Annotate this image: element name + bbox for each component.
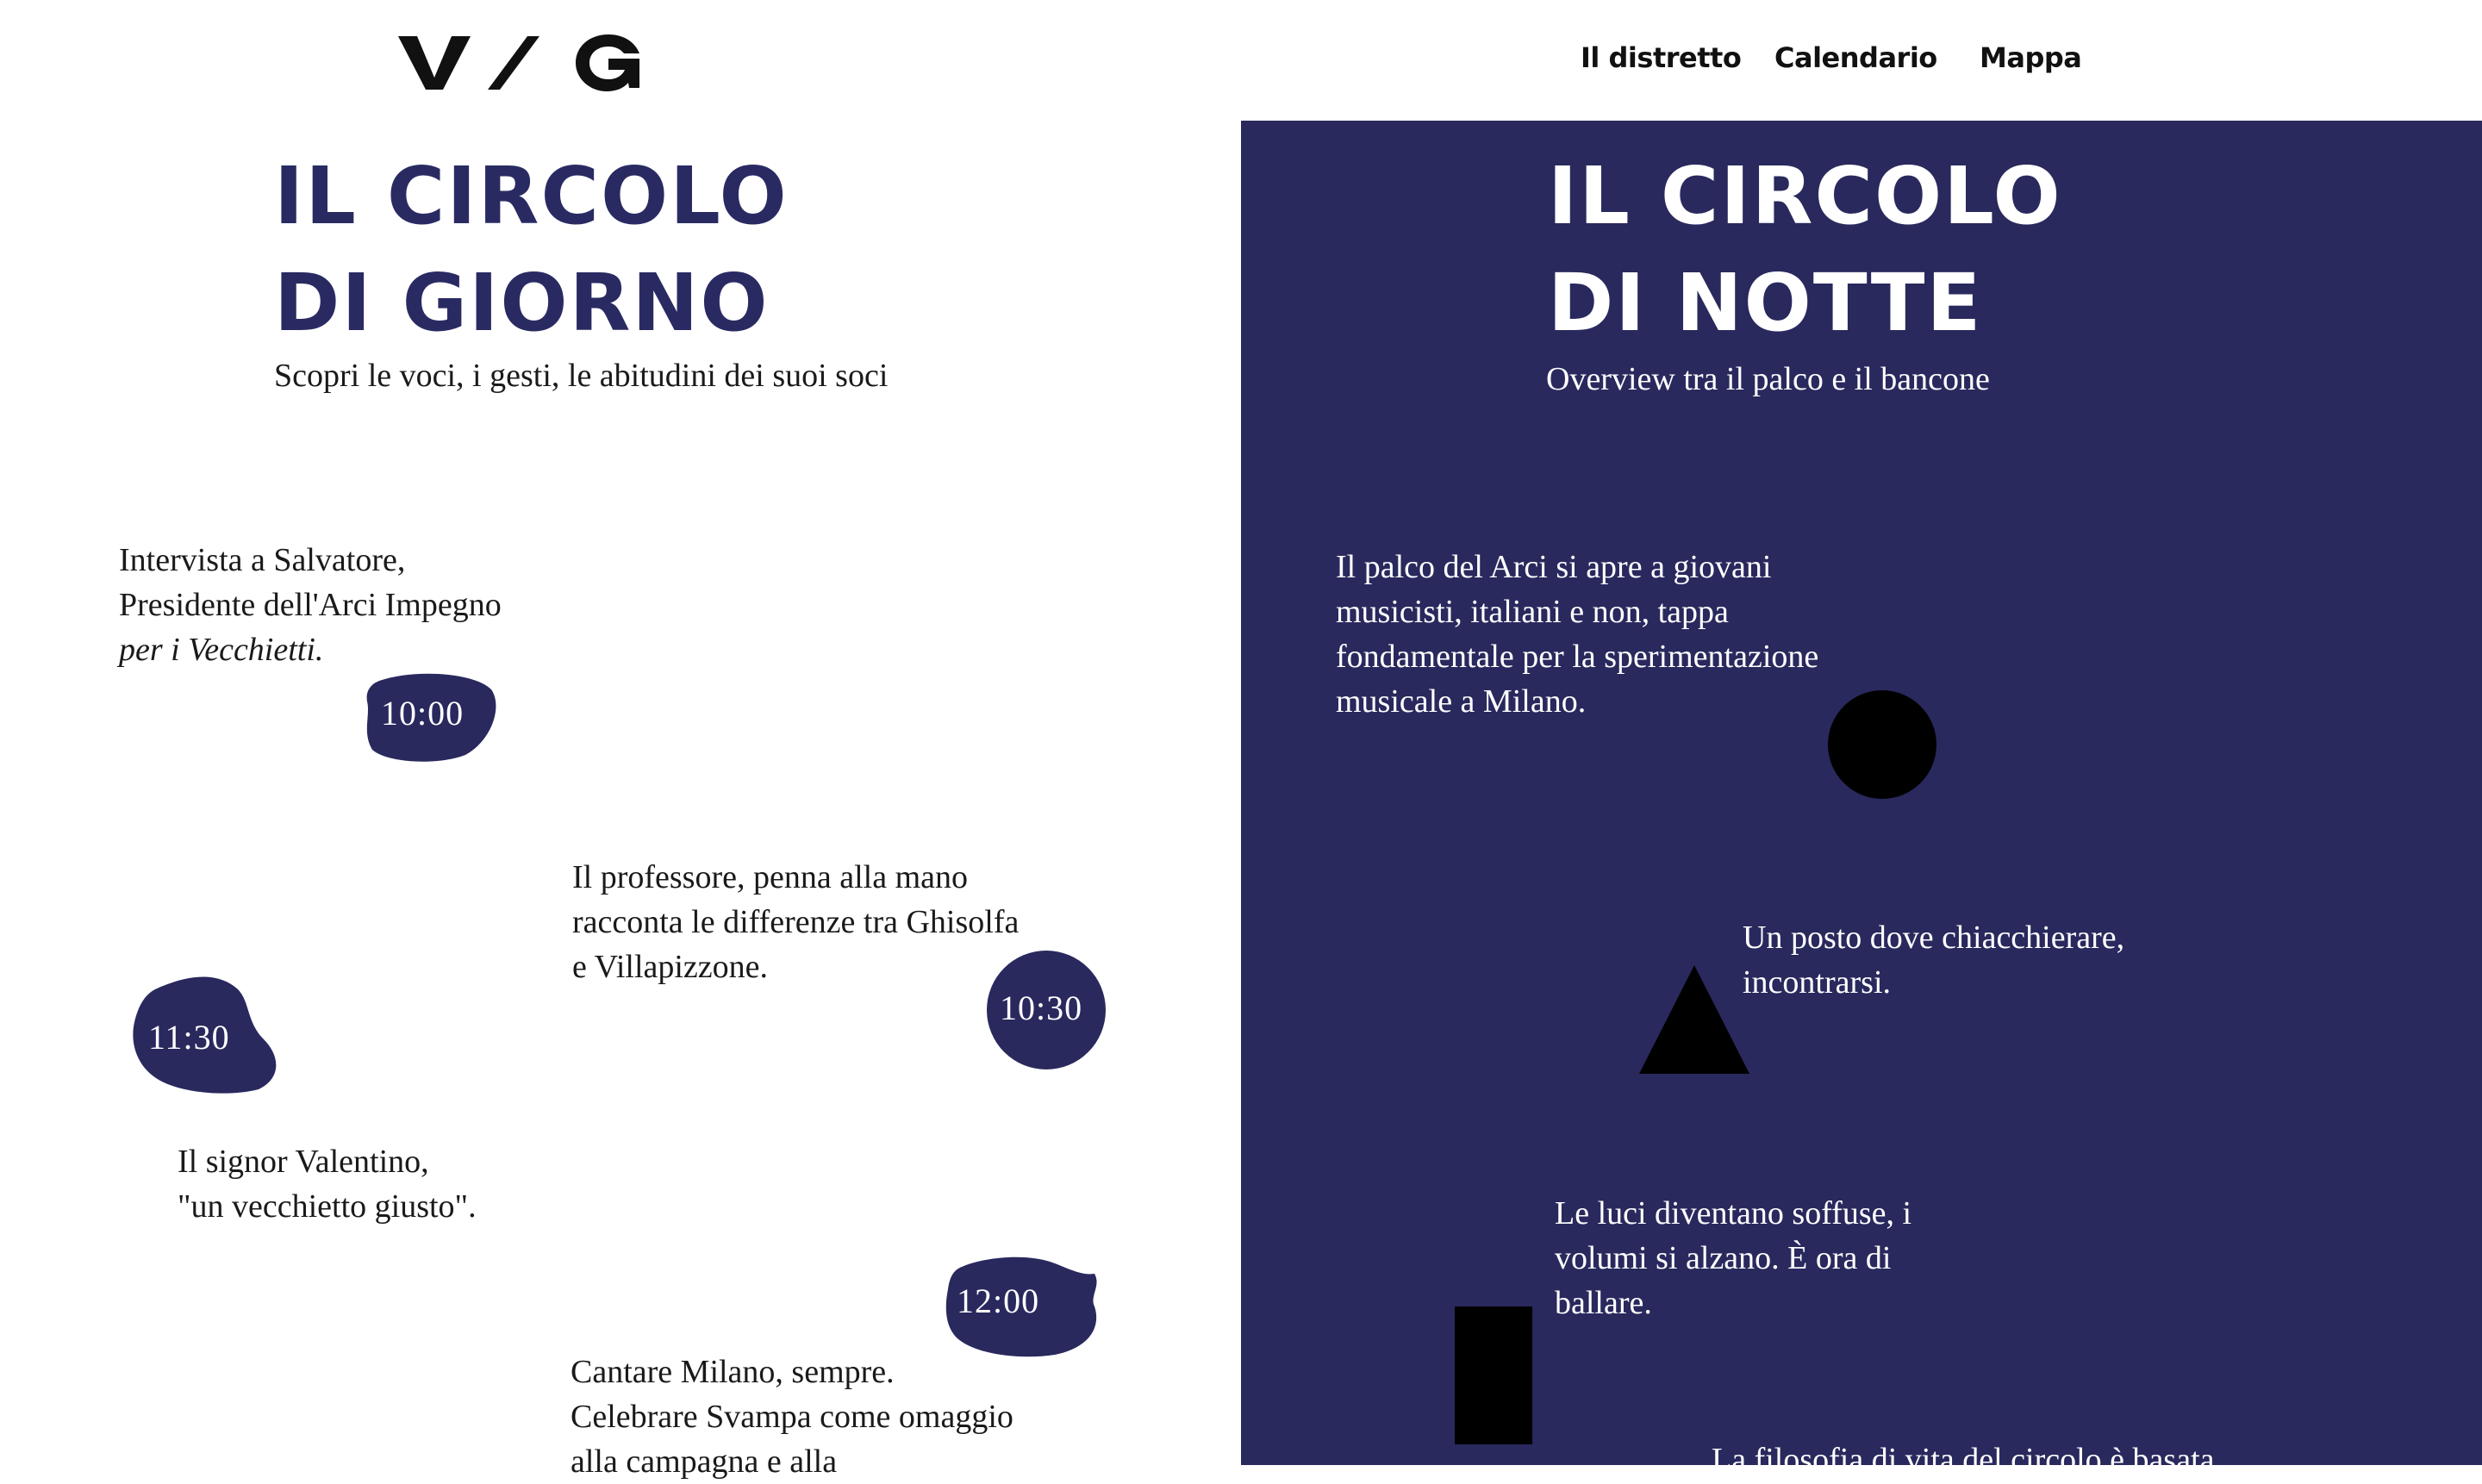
- story-line: e Villapizzone.: [572, 949, 769, 985]
- story-line: "un vecchietto giusto".: [178, 1188, 477, 1225]
- story-line: La filosofia di vita del circolo è basata: [1712, 1442, 2215, 1478]
- story-line: Le luci diventano soffuse, i: [1555, 1195, 1912, 1231]
- logo[interactable]: [398, 33, 648, 93]
- story-line: fondamentale per la sperimentazione: [1336, 639, 1819, 675]
- story-line: volumi si alzano. È ora di: [1555, 1240, 1892, 1276]
- story-line: Il professore, penna alla mano: [572, 859, 968, 895]
- triangle-shape-icon[interactable]: [1639, 965, 1749, 1076]
- day-title: [274, 143, 789, 357]
- day-title-line2: DI GIORNO: [274, 257, 770, 349]
- story-line: Celebrare Svampa come omaggio: [571, 1399, 1013, 1435]
- time-label-1030: 10:30: [1000, 988, 1083, 1027]
- story-line: Il signor Valentino,: [178, 1144, 429, 1180]
- story-line: Presidente dell'Arci Impegno: [119, 587, 502, 623]
- story-line: Un posto dove chiacchierare,: [1743, 920, 2125, 956]
- story-line: musicale a Milano.: [1336, 683, 1587, 720]
- time-label-1000: 10:00: [381, 694, 465, 733]
- nav-il-distretto[interactable]: Il distretto: [1581, 41, 1742, 74]
- story-luci[interactable]: [1555, 1191, 1911, 1325]
- day-title-line1: IL CIRCOLO: [274, 150, 789, 242]
- nav-calendario[interactable]: Calendario: [1774, 41, 1937, 74]
- story-line: racconta le differenze tra Ghisolfa: [572, 904, 1020, 940]
- rectangle-shape-icon[interactable]: [1455, 1306, 1532, 1444]
- story-line: Il palco del Arci si apre a giovani: [1336, 549, 1772, 585]
- time-label-1200: 12:00: [957, 1281, 1040, 1320]
- night-title-line2: DI NOTTE: [1548, 257, 1983, 349]
- story-line-italic: per i Vecchietti.: [119, 632, 324, 668]
- story-svampa[interactable]: [571, 1350, 1013, 1484]
- story-line: musicisti, italiani e non, tappa: [1336, 594, 1729, 630]
- story-palco[interactable]: [1336, 545, 1818, 724]
- story-valentino[interactable]: [178, 1139, 477, 1229]
- day-subtitle: Scopri le voci, i gesti, le abitudini dei suoi soci: [274, 358, 889, 394]
- circle-shape-icon[interactable]: [1827, 689, 1937, 800]
- story-filosofia[interactable]: [1712, 1437, 2215, 1482]
- story-line: Intervista a Salvatore,: [119, 542, 406, 578]
- night-subtitle: Overview tra il palco e il bancone: [1546, 361, 1990, 397]
- story-line: ballare.: [1555, 1285, 1652, 1321]
- story-salvatore[interactable]: [119, 538, 502, 672]
- time-label-1130: 11:30: [148, 1018, 230, 1057]
- night-title-line1: IL CIRCOLO: [1548, 150, 2062, 242]
- story-line: alla campagna e alla: [571, 1443, 838, 1480]
- night-title: [1548, 143, 2062, 357]
- story-line: Cantare Milano, sempre.: [571, 1354, 895, 1390]
- story-line: incontrarsi.: [1743, 964, 1892, 1001]
- story-professore[interactable]: [572, 855, 1019, 989]
- story-chiacchierare[interactable]: [1743, 915, 2124, 1005]
- logo-mark: [398, 33, 648, 93]
- nav-mappa[interactable]: Mappa: [1980, 41, 2082, 74]
